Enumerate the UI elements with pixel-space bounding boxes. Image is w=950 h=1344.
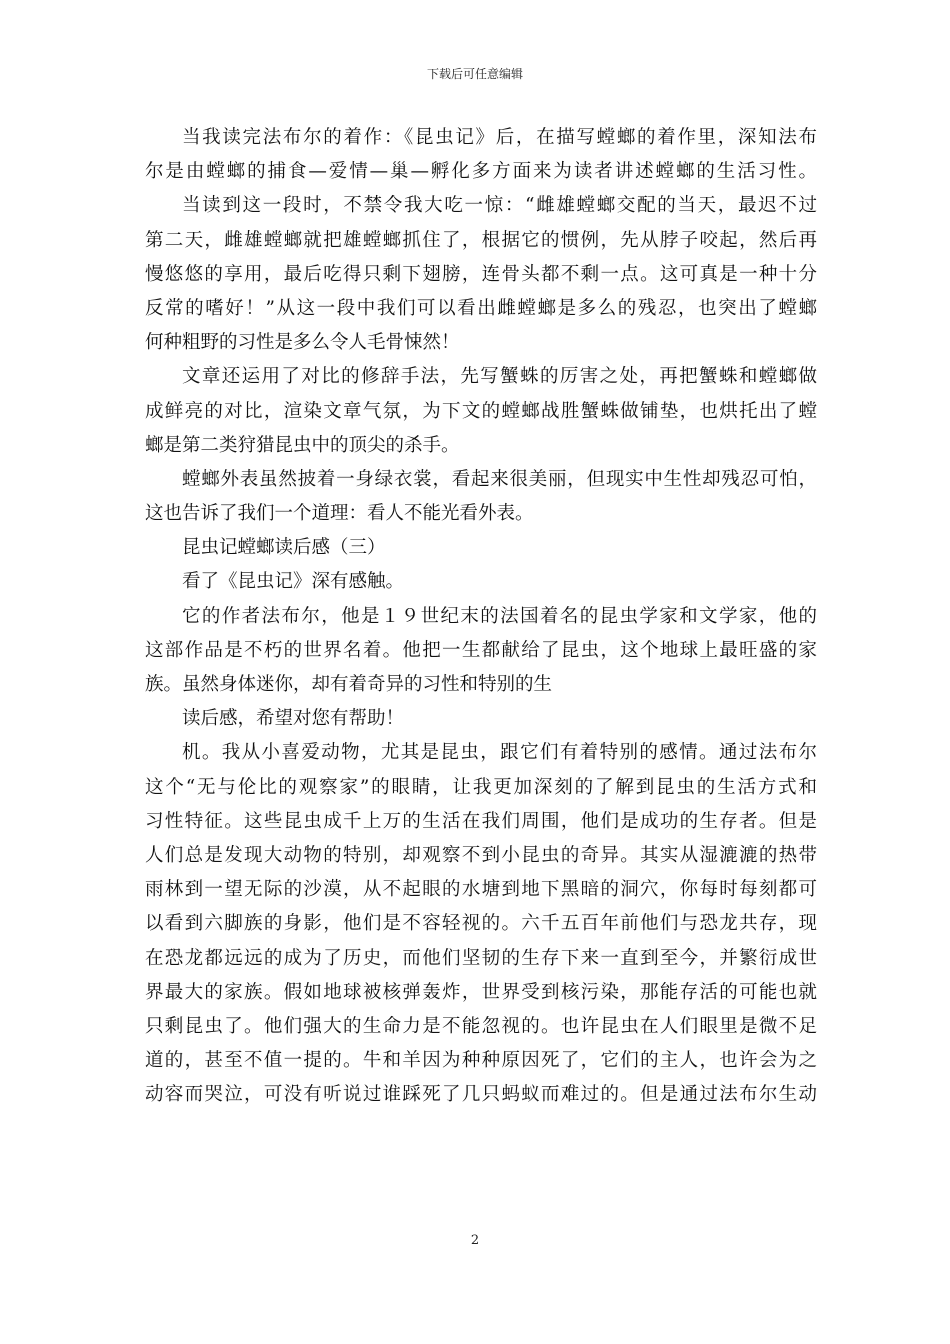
text-line: 当读到这一段时，不禁令我大吃一惊：“雌雄螳螂交配的当天，最迟不过 (182, 195, 817, 217)
text-line: 习性特征。这些昆虫成千上万的生活在我们周围，他们是成功的生存者。但是 (145, 810, 817, 832)
page-number: 2 (470, 1233, 480, 1248)
text-line: 雨林到一望无际的沙漠，从不起眼的水塘到地下黑暗的洞穴，你每时每刻都可 (145, 879, 817, 901)
text-line: 这个“无与伦比的观察家”的眼睛，让我更加深刻的了解到昆虫的生活方式和 (145, 776, 817, 798)
text-line: 当我读完法布尔的着作：《昆虫记》后，在描写螳螂的着作里，深知法布 (182, 127, 817, 148)
document-body (145, 121, 817, 1112)
text-line: 动容而哭泣，可没有听说过谁踩死了几只蚂蚁而难过的。但是通过法布尔生动 (145, 1084, 817, 1106)
text-line: 道的，甚至不值一提的。牛和羊因为种种原因死了，它们的主人，也许会为之 (145, 1050, 817, 1072)
text-line: 读后感，希望对您有帮助！ (182, 708, 405, 730)
page-footer (0, 1233, 950, 1249)
text-line: 人们总是发现大动物的特别，却观察不到小昆虫的奇异。其实从湿漉漉的热带 (145, 844, 817, 866)
text-line: 这也告诉了我们一个道理：看人不能光看外表。 (145, 503, 534, 525)
text-line: 反常的嗜好！”从这一段中我们可以看出雌螳螂是多么的残忍，也突出了螳螂 (145, 297, 817, 319)
header-text: 下载后可任意编辑 (426, 67, 523, 81)
page-header (0, 66, 950, 82)
text-line: 它的作者法布尔，他是１９世纪末的法国着名的昆虫学家和文学家，他的 (182, 605, 817, 627)
text-line: 以看到六脚族的身影，他们是不容轻视的。六千五百年前他们与恐龙共存，现 (145, 913, 817, 935)
text-line: 螳螂外表虽然披着一身绿衣裳，看起来很美丽，但现实中生性却残忍可怕， (182, 468, 817, 490)
text-line: 螂是第二类狩猎昆虫中的顶尖的杀手。 (145, 434, 460, 456)
text-line: 第二天，雌雄螳螂就把雄螳螂抓住了，根据它的惯例，先从脖子咬起，然后再 (145, 229, 817, 251)
text-line: 族。虽然身体迷你，却有着奇异的习性和特别的生 (145, 674, 553, 695)
text-line: 机。我从小喜爱动物，尤其是昆虫，跟它们有着特别的感情。通过法布尔 (182, 742, 817, 764)
text-line: 这部作品是不朽的世界名着。他把一生都献给了昆虫，这个地球上最旺盛的家 (145, 639, 817, 661)
text-line: 何种粗野的习性是多么令人毛骨悚然！ (145, 332, 460, 354)
text-line: 成鲜亮的对比，渲染文章气氛，为下文的螳螂战胜蟹蛛做铺垫，也烘托出了螳 (145, 400, 817, 422)
text-line: 昆虫记螳螂读后感（三） (182, 537, 386, 559)
text-line: 只剩昆虫了。他们强大的生命力是不能忽视的。也许昆虫在人们眼里是微不足 (145, 1015, 817, 1037)
text-line: 文章还运用了对比的修辞手法，先写蟹蛛的厉害之处，再把蟹蛛和螳螂做 (182, 366, 817, 388)
text-line: 慢悠悠的享用，最后吃得只剩下翅膀，连骨头都不剩一点。这可真是一种十分 (145, 263, 817, 285)
text-line: 尔是由螳螂的捕食—爱情—巢—孵化多方面来为读者讲述螳螂的生活习性。 (145, 161, 817, 183)
text-line: 看了《昆虫记》深有感触。 (182, 571, 405, 593)
text-line: 在恐龙都远远的成为了历史，而他们坚韧的生存下来一直到至今，并繁衍成世 (145, 947, 817, 969)
text-line: 界最大的家族。假如地球被核弹轰炸，世界受到核污染，那能存活的可能也就 (145, 981, 817, 1003)
